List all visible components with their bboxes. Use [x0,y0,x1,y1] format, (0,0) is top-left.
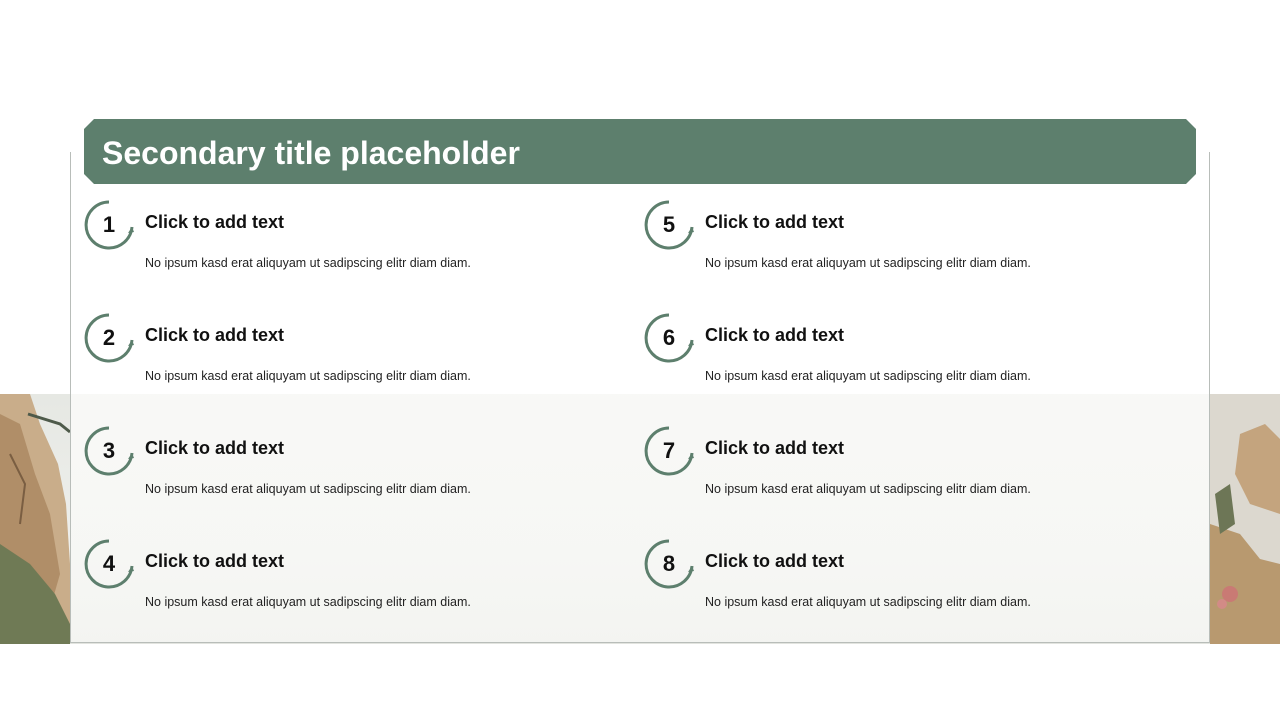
item-heading[interactable]: Click to add text [705,551,845,571]
item-number: 7 [662,438,676,463]
item-heading[interactable]: Click to add text [705,325,845,345]
item-heading[interactable]: Click to add text [145,212,285,232]
list-item [84,313,604,403]
number-circle-icon [644,426,694,476]
list-item [644,539,1164,629]
number-circle-icon [84,200,134,250]
item-description[interactable]: No ipsum kasd erat aliquyam ut sadipscing elitr diam diam. [145,256,471,270]
number-circle-icon [84,539,134,589]
list-item [84,539,604,629]
number-circle-icon [644,313,694,363]
item-description[interactable]: No ipsum kasd erat aliquyam ut sadipscing elitr diam diam. [705,369,1031,383]
slide-title[interactable]: Secondary title placeholder [102,135,520,171]
item-number: 4 [102,551,116,576]
list-item [644,313,1164,403]
list-item [84,426,604,516]
item-number: 5 [662,212,676,237]
list-item [644,426,1164,516]
item-number: 3 [102,438,116,463]
number-circle-icon [84,426,134,476]
left-rocks-illustration [0,394,80,644]
item-description[interactable]: No ipsum kasd erat aliquyam ut sadipscing elitr diam diam. [705,482,1031,496]
item-number: 8 [662,551,676,576]
item-description[interactable]: No ipsum kasd erat aliquyam ut sadipscing elitr diam diam. [145,482,471,496]
number-circle-icon [84,313,134,363]
item-heading[interactable]: Click to add text [705,212,845,232]
number-circle-icon [644,200,694,250]
item-heading[interactable]: Click to add text [705,438,845,458]
item-number: 6 [662,325,676,350]
item-heading[interactable]: Click to add text [145,551,285,571]
list-item [644,200,1164,290]
item-description[interactable]: No ipsum kasd erat aliquyam ut sadipscing elitr diam diam. [705,256,1031,270]
list-item [84,200,604,290]
item-description[interactable]: No ipsum kasd erat aliquyam ut sadipscing elitr diam diam. [145,595,471,609]
item-number: 1 [102,212,116,237]
item-description[interactable]: No ipsum kasd erat aliquyam ut sadipscing elitr diam diam. [145,369,471,383]
item-heading[interactable]: Click to add text [145,325,285,345]
item-heading[interactable]: Click to add text [145,438,285,458]
item-number: 2 [102,325,116,350]
item-description[interactable]: No ipsum kasd erat aliquyam ut sadipscing elitr diam diam. [705,595,1031,609]
number-circle-icon [644,539,694,589]
right-rocks-illustration [1210,394,1280,644]
